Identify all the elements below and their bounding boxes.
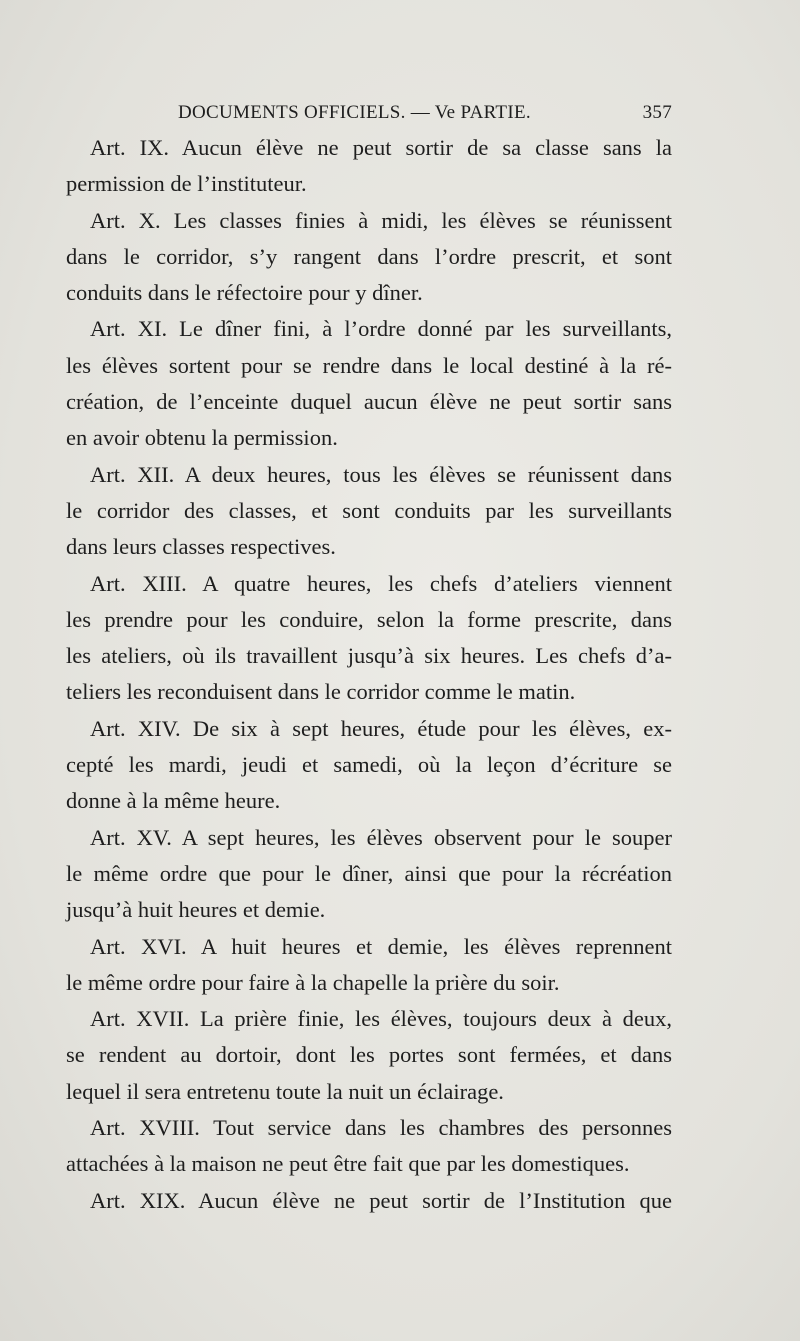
text-line: Art. XII. A deux heures, tous les élèves se réunissent dans (90, 461, 672, 487)
text-line: le même ordre pour faire à la chapelle la prière du soir. (66, 969, 560, 995)
text-line: Art. XIV. De six à sept heures, étude pour les élèves, ex- (90, 715, 672, 741)
running-header (66, 102, 672, 132)
text-line: se rendent au dortoir, dont les portes sont fermées, et dans (66, 1042, 672, 1068)
page-number: 357 (642, 102, 672, 123)
text-line: les élèves sortent pour se rendre dans le local destiné à la ré- (66, 352, 672, 378)
text-line: Art. XVII. La prière finie, les élèves, toujours deux à deux, (90, 1006, 672, 1032)
text-line: le même ordre que pour le dîner, ainsi que pour la récréation (66, 860, 672, 886)
text-line: jusqu’à huit heures et demie. (66, 897, 326, 923)
text-line: les ateliers, où ils travaillent jusqu’à six heures. Les chefs d’a- (66, 643, 672, 669)
text-line: teliers les reconduisent dans le corridor comme le matin. (66, 679, 576, 705)
text-line: lequel il sera entretenu toute la nuit un éclairage. (66, 1078, 504, 1104)
text-line: Art. XV. A sept heures, les élèves observent pour le souper (90, 824, 672, 850)
text-line: Art. XVIII. Tout service dans les chambres des personnes (90, 1115, 672, 1141)
running-title: DOCUMENTS OFFICIELS. — Ve PARTIE. (178, 102, 531, 123)
text-line: conduits dans le réfectoire pour y dîner. (66, 280, 423, 306)
text-line: Art. XI. Le dîner fini, à l’ordre donné par les surveillants, (90, 316, 672, 342)
text-line: les prendre pour les conduire, selon la forme prescrite, dans (66, 606, 672, 632)
text-line: Art. XIII. A quatre heures, les chefs d’ateliers viennent (90, 570, 672, 596)
text-line: création, de l’enceinte duquel aucun élève ne peut sortir sans (66, 389, 672, 415)
text-line: Art. XIX. Aucun élève ne peut sortir de l’Institution que (90, 1187, 672, 1213)
text-line: Art. X. Les classes finies à midi, les élèves se réunissent (90, 207, 672, 233)
text-line: permission de l’instituteur. (66, 171, 307, 197)
text-line: cepté les mardi, jeudi et samedi, où la leçon d’écriture se (66, 752, 672, 778)
text-line: Art. IX. Aucun élève ne peut sortir de sa classe sans la (90, 135, 672, 160)
text-line: dans le corridor, s’y rangent dans l’ordre prescrit, et sont (66, 243, 672, 269)
text-line: le corridor des classes, et sont conduits par les surveillants (66, 497, 672, 523)
text-line: en avoir obtenu la permission. (66, 425, 338, 451)
text-line: Art. XVI. A huit heures et demie, les élèves reprennent (90, 933, 672, 959)
text-line: donne à la même heure. (66, 788, 281, 814)
text-line: attachées à la maison ne peut être fait que par les domestiques. (66, 1151, 630, 1177)
text-line: dans leurs classes respectives. (66, 534, 336, 560)
article-text (66, 130, 672, 1219)
